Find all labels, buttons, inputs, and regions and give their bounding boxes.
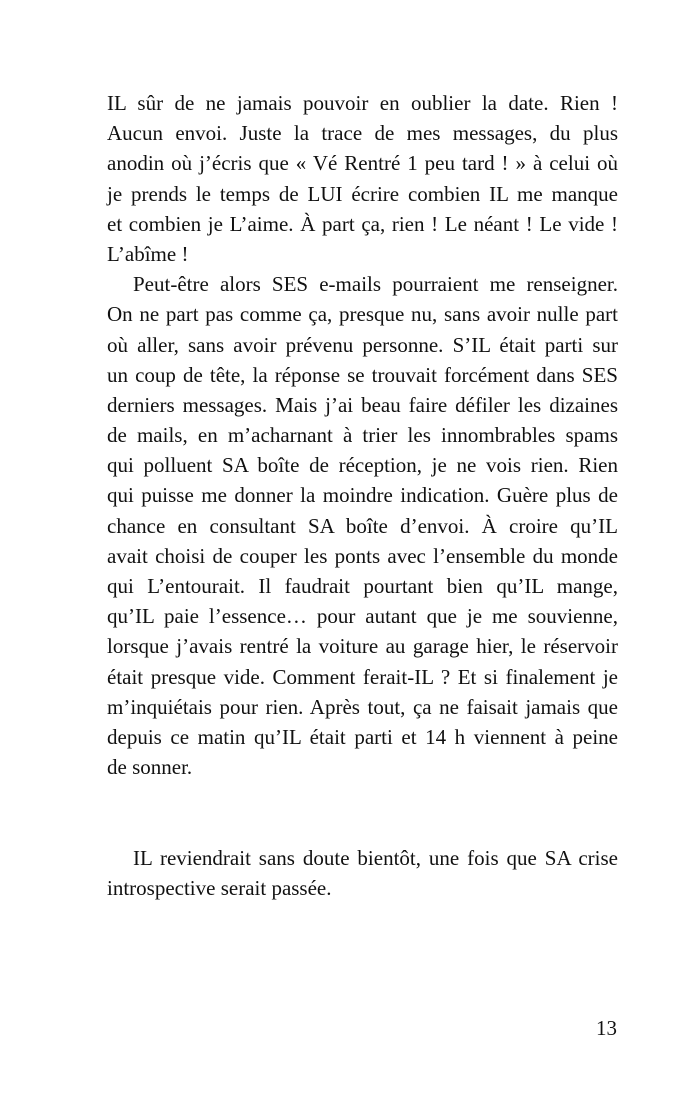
paragraph — [107, 269, 618, 782]
text-line: avait choisi de couper les ponts avec l’ensemble du monde — [107, 543, 618, 568]
text-line: m’inquiétais pour rien. Après tout, ça ne faisait jamais que — [107, 694, 618, 719]
text-line: qu’IL paie l’essence… pour autant que je me souvienne, — [107, 604, 618, 629]
text-line: où aller, sans avoir prévenu personne. S’IL était parti sur — [107, 332, 618, 357]
paragraph — [107, 88, 618, 269]
text-line: qui polluent SA boîte de réception, je ne vois rien. Rien — [107, 453, 618, 478]
text-line: Aucun envoi. Juste la trace de mes messages, du plus — [107, 121, 618, 146]
text-line: anodin où j’écris que « Vé Rentré 1 peu tard ! » à celui où — [107, 151, 618, 176]
text-line: L’abîme ! — [107, 241, 189, 266]
text-line: IL sûr de ne jamais pouvoir en oublier la date. Rien ! — [107, 91, 618, 115]
paragraph-gap — [107, 782, 618, 842]
text-line: je prends le temps de LUI écrire combien IL me manque — [107, 181, 618, 206]
text-line: qui L’entourait. Il faudrait pourtant bien qu’IL mange, — [107, 574, 618, 598]
text-line: qui puisse me donner la moindre indication. Guère plus de — [107, 483, 618, 508]
text-line: Peut-être alors SES e-mails pourraient me renseigner. — [133, 272, 618, 297]
text-line: derniers messages. Mais j’ai beau faire défiler les dizaines — [107, 392, 618, 417]
text-line: depuis ce matin qu’IL était parti et 14 h viennent à peine — [107, 724, 618, 749]
text-line: de sonner. — [107, 755, 193, 780]
text-line: lorsque j’avais rentré la voiture au garage hier, le réservoir — [107, 634, 618, 659]
text-line: introspective serait passée. — [107, 875, 332, 900]
text-line: un coup de tête, la réponse se trouvait forcément dans SES — [107, 362, 618, 387]
page-number: 13 — [596, 1016, 617, 1040]
text-line: IL reviendrait sans doute bientôt, une fois que SA crise — [133, 845, 618, 870]
text-line: chance en consultant SA boîte d’envoi. À croire qu’IL — [107, 513, 618, 538]
text-line: de mails, en m’acharnant à trier les innombrables spams — [107, 423, 618, 448]
text-line: et combien je L’aime. À part ça, rien ! Le néant ! Le vide ! — [107, 211, 618, 236]
text-line: était presque vide. Comment ferait-IL ? Et si finalement je — [107, 664, 618, 689]
body-text — [107, 88, 618, 903]
paragraph — [107, 843, 618, 903]
text-line: On ne part pas comme ça, presque nu, sans avoir nulle part — [107, 302, 618, 327]
